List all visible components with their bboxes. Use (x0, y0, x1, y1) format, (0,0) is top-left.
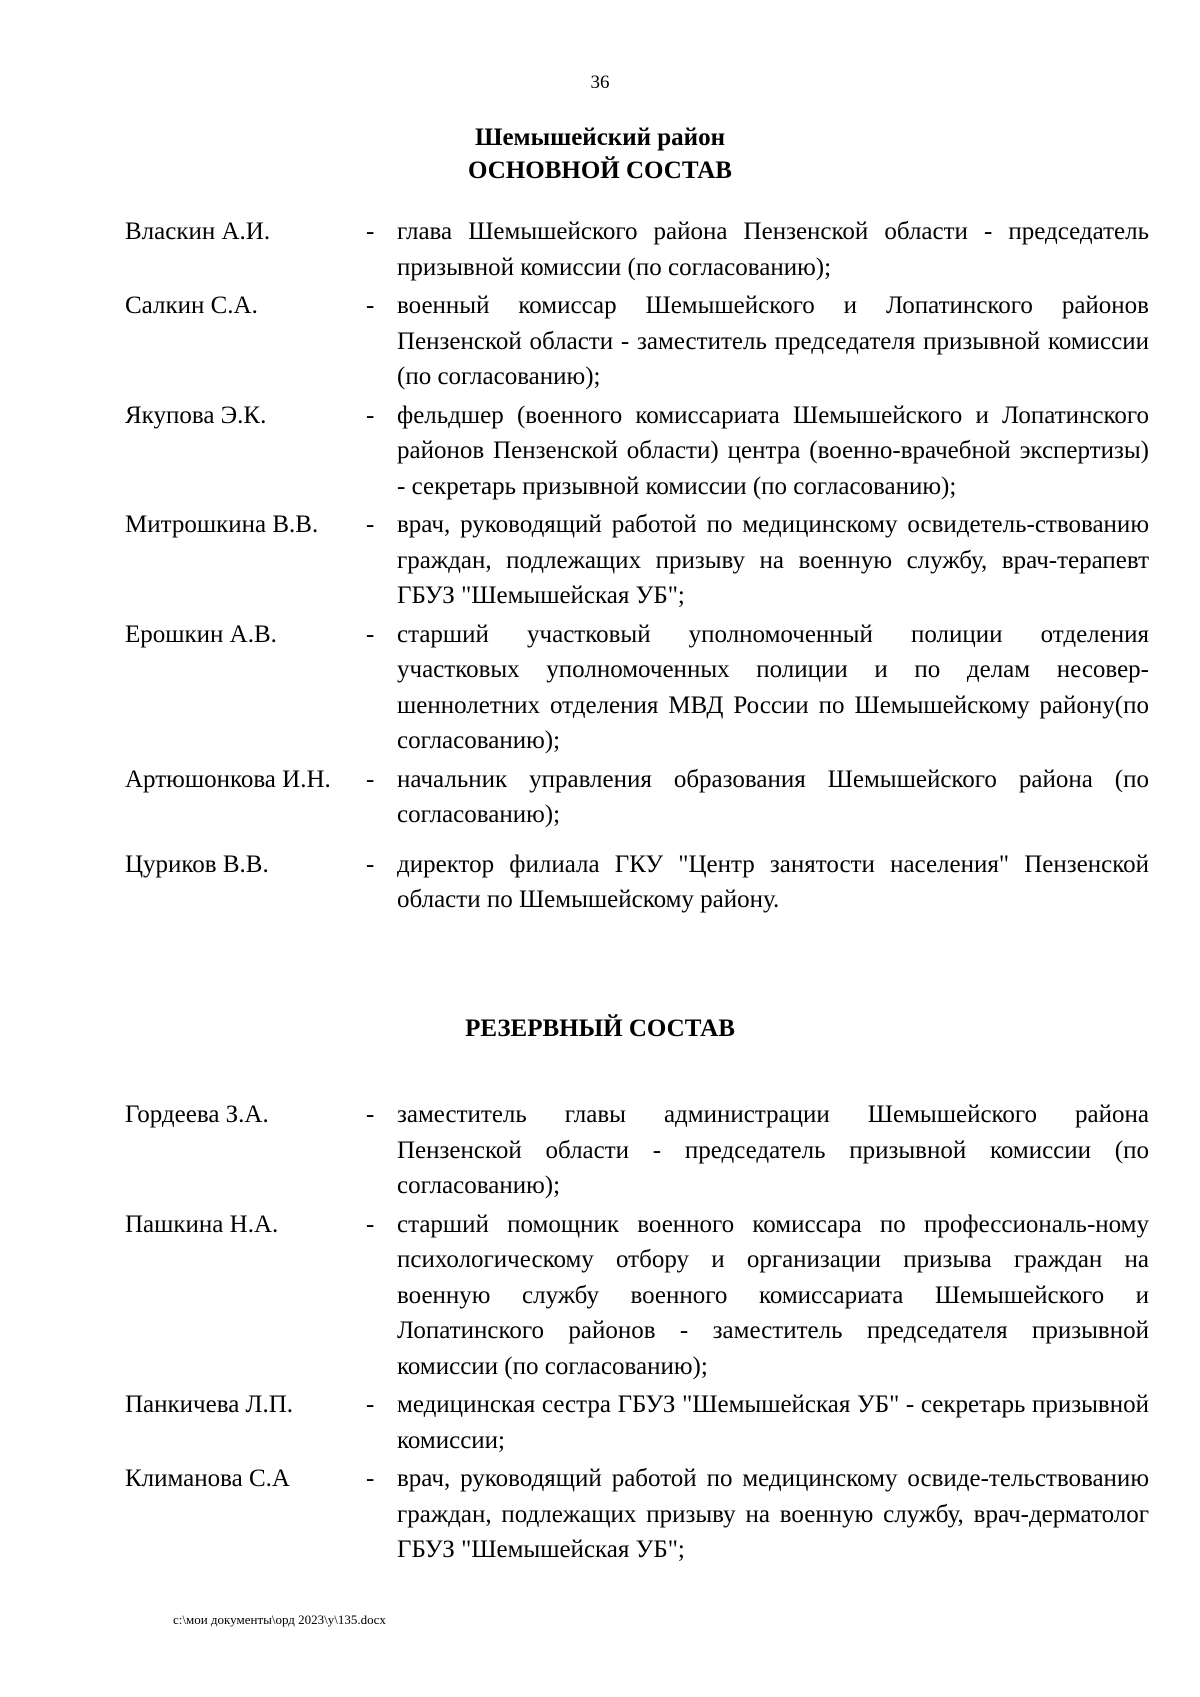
district-title: Шемышейский район (475, 124, 725, 151)
dash-separator: - (366, 1101, 375, 1128)
dash-separator: - (366, 850, 375, 878)
reserve-composition-heading: РЕЗЕРВНЫЙ СОСТАВ (465, 1015, 735, 1042)
member-role: врач, руководящий работой по медицинскому освидетель-ствованию граждан, подлежащих призыву на военную службу, врач-терапевт ГБУЗ "Шемышейская УБ"; (397, 511, 1149, 609)
dash-separator: - (366, 1391, 375, 1418)
dash-separator: - (366, 292, 375, 319)
page-number: 36 (590, 72, 610, 93)
member-entry (125, 1387, 1149, 1458)
dash-separator: - (366, 1465, 375, 1492)
dash-separator: - (366, 218, 375, 245)
member-name: Салкин С.А. (125, 292, 258, 319)
dash-separator: - (366, 620, 375, 648)
member-entry (125, 1207, 1149, 1385)
member-name: Панкичева Л.П. (125, 1391, 294, 1418)
member-name: Ерошкин А.В. (125, 620, 277, 648)
member-role: военный комиссар Шемышейского и Лопатинского районов Пензенской области - заместитель председателя призывной комиссии (по согласованию); (397, 292, 1149, 390)
member-name: Цуриков В.В. (125, 850, 269, 878)
file-path-footer: с:\мои документы\орд 2023\у\135.docx (173, 1612, 386, 1627)
member-entry (125, 214, 1149, 285)
member-role: старший помощник военного комиссара по профессиональ-ному психологическому отбору и организации призыва граждан на военную службу военного комиссариата Шемышейского и Лопатинского районов - заместитель председателя призывной комиссии (по согласованию); (397, 1210, 1149, 1380)
member-entry (125, 1461, 1149, 1568)
member-entry (125, 398, 1149, 505)
dash-separator: - (366, 401, 375, 429)
member-entry (125, 288, 1149, 395)
member-name: Гордеева З.А. (125, 1101, 269, 1128)
dash-separator: - (366, 1210, 375, 1238)
member-name: Власкин А.И. (125, 218, 271, 245)
dash-separator: - (366, 765, 375, 793)
member-role: старший участковый уполномоченный полиции отделения участковых уполномоченных полиции и по делам несовер-шеннолетних отделения МВД России по Шемышейскому району(по согласованию); (397, 620, 1149, 754)
member-role: директор филиала ГКУ "Центр занятости населения" Пензенской области по Шемышейскому району. (397, 850, 1149, 913)
member-role: врач, руководящий работой по медицинскому освиде-тельствованию граждан, подлежащих призыву на военную службу, врач-дерматолог ГБУЗ "Шемышейская УБ"; (397, 1465, 1149, 1563)
dash-separator: - (366, 511, 375, 538)
member-role: начальник управления образования Шемышейского района (по согласованию); (397, 765, 1149, 828)
member-role: глава Шемышейского района Пензенской области - председатель призывной комиссии (по согласованию); (397, 218, 1149, 281)
member-entry (125, 1097, 1149, 1204)
reserve-composition-list (125, 1097, 1149, 1571)
member-entry (125, 617, 1149, 759)
member-role: заместитель главы администрации Шемышейского района Пензенской области - председатель призывной комиссии (по согласованию); (397, 1101, 1149, 1199)
main-composition-list (125, 214, 1149, 921)
member-entry (125, 762, 1149, 833)
main-composition-heading: ОСНОВНОЙ СОСТАВ (468, 157, 732, 184)
member-name: Митрошкина В.В. (125, 511, 319, 538)
member-entry (125, 847, 1149, 918)
member-role: фельдшер (военного комиссариата Шемышейского и Лопатинского районов Пензенской области) центра (военно-врачебной экспертизы) - секретарь призывной комиссии (по согласованию); (397, 401, 1149, 500)
member-role: медицинская сестра ГБУЗ "Шемышейская УБ" - секретарь призывной комиссии; (397, 1391, 1149, 1454)
member-name: Якупова Э.К. (125, 401, 267, 429)
member-name: Климанова С.А (125, 1465, 290, 1492)
member-entry (125, 507, 1149, 614)
member-name: Пашкина Н.А. (125, 1210, 279, 1238)
member-name: Артюшонкова И.Н. (125, 765, 331, 793)
